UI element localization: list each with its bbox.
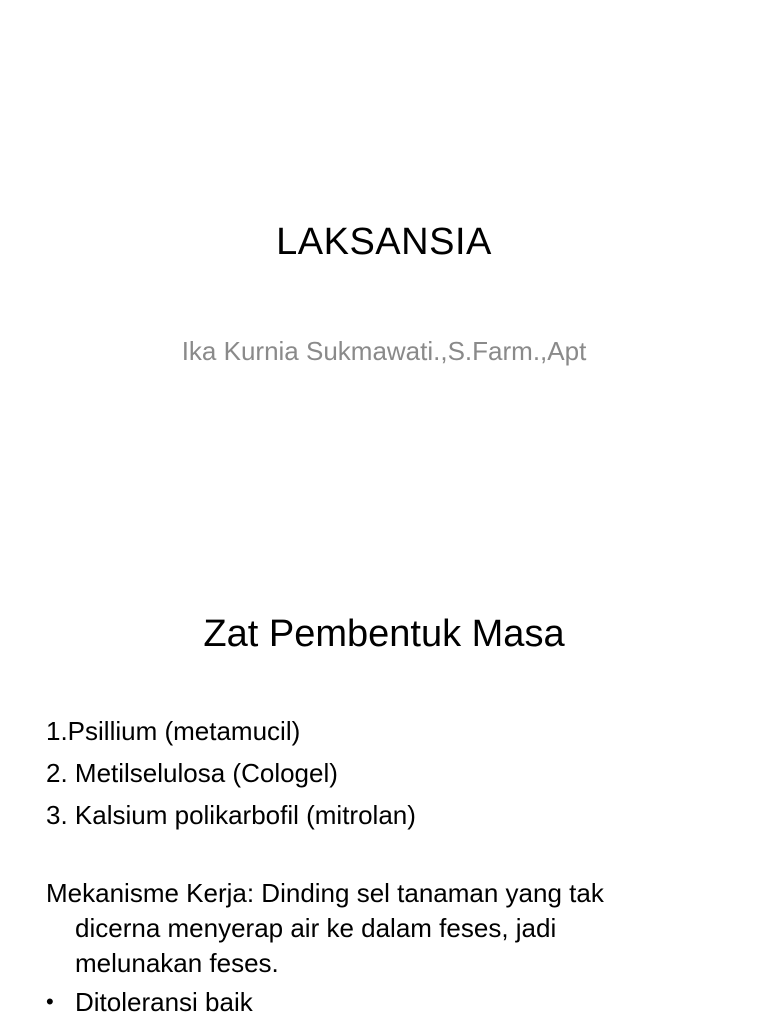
bullet-icon: • — [46, 989, 54, 1014]
slide-body — [46, 710, 736, 1023]
list-item: 3. Kalsium polikarbofil (mitrolan) — [46, 800, 416, 830]
presentation-title: LAKSANSIA — [276, 221, 492, 263]
slide-content — [0, 512, 768, 1024]
mechanism-line: dicerna menyerap air ke dalam feses, jadi — [75, 913, 557, 943]
list-item: 2. Metilselulosa (Cologel) — [46, 758, 338, 788]
author-subtitle: Ika Kurnia Sukmawati.,S.Farm.,Apt — [181, 336, 587, 366]
mechanism-line: Mekanisme Kerja: Dinding sel tanaman yang tak — [46, 878, 604, 908]
slide-heading: Zat Pembentuk Masa — [203, 613, 565, 655]
bullet-item — [46, 981, 736, 1023]
bullet-text: Ditoleransi baik — [75, 987, 253, 1017]
list-item: 1.Psillium (metamucil) — [46, 716, 301, 746]
mechanism-paragraph — [46, 876, 736, 981]
mechanism-line: melunakan feses. — [75, 948, 279, 978]
